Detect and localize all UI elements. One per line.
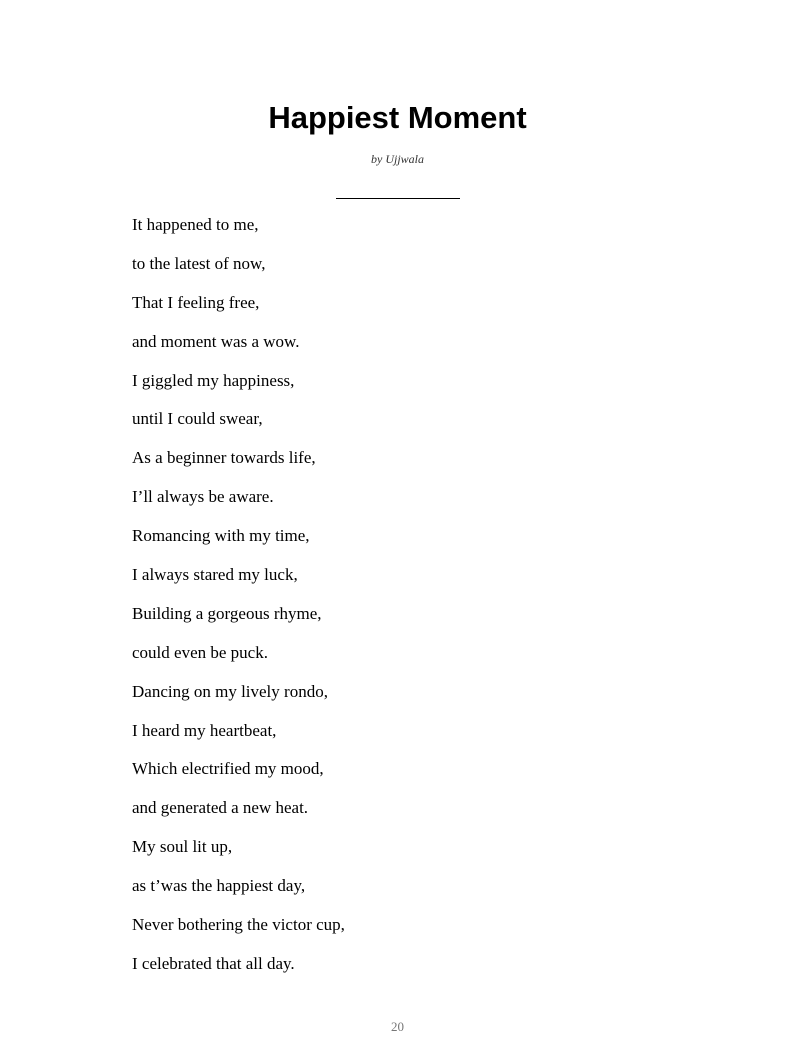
title-divider xyxy=(336,198,460,199)
page-number: 20 xyxy=(391,1019,404,1034)
poem-line: Dancing on my lively rondo, xyxy=(132,681,328,701)
poem-line: Which electrified my mood, xyxy=(132,759,324,779)
poem-line: That I feeling free, xyxy=(132,292,260,312)
author-byline: by Ujjwala xyxy=(371,152,424,166)
poem-line: As a beginner towards life, xyxy=(132,448,316,468)
poem-line: I heard my heartbeat, xyxy=(132,720,277,740)
poem-line: could even be puck. xyxy=(132,642,268,662)
poem-line: and moment was a wow. xyxy=(132,331,300,351)
poem-line: and generated a new heat. xyxy=(132,798,309,818)
poem-line: It happened to me, xyxy=(132,215,259,234)
poem-line: to the latest of now, xyxy=(132,253,266,273)
poem-line: Romancing with my time, xyxy=(132,526,310,546)
poem-line: until I could swear, xyxy=(132,409,263,429)
poem-line: I celebrated that all day. xyxy=(132,953,295,973)
poem-line: I giggled my happiness, xyxy=(132,370,295,390)
poem-line: Building a gorgeous rhyme, xyxy=(132,603,322,623)
poem-line: My soul lit up, xyxy=(132,837,233,857)
poem-line: Never bothering the victor cup, xyxy=(132,915,345,935)
poem-line: I always stared my luck, xyxy=(132,565,298,585)
poem-line: as t’was the happiest day, xyxy=(132,876,306,896)
poem-title: Happiest Moment xyxy=(268,100,527,135)
poem-line: I’ll always be aware. xyxy=(132,487,274,507)
poem-body xyxy=(132,206,345,984)
